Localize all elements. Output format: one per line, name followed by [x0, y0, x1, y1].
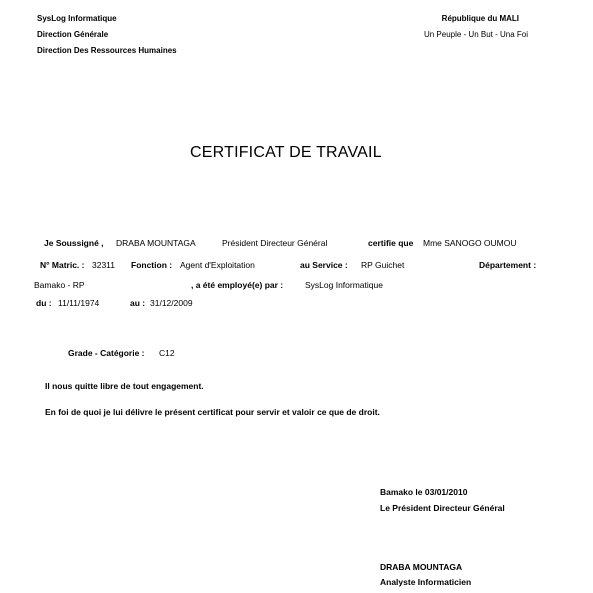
service-value: RP Guichet [361, 260, 405, 270]
certifies-label: certifie que [368, 238, 414, 248]
country-name: République du MALI [441, 14, 519, 23]
document-title: CERTIFICAT DE TRAVAIL [190, 144, 382, 161]
to-label: au : [130, 298, 146, 308]
to-value: 31/12/2009 [150, 298, 193, 308]
matric-value: 32311 [92, 260, 116, 270]
signatory-name: DRABA MOUNTAGA [380, 562, 463, 572]
from-label: du : [36, 298, 52, 308]
from-value: 11/11/1974 [58, 298, 100, 308]
free-statement: Il nous quitte libre de tout engagement. [45, 381, 204, 391]
department-label: Département : [479, 260, 537, 270]
signatory-title: Analyste Informaticien [380, 577, 472, 587]
undersigned-label: Je Soussigné , [44, 238, 104, 248]
employed-label: , a été employé(e) par : [191, 280, 284, 290]
company-direction: Direction Générale [37, 30, 109, 39]
employee-name: Mme SANOGO OUMOU [423, 238, 517, 248]
service-label: au Service : [300, 260, 348, 270]
department-value: Bamako - RP [34, 280, 85, 290]
place-date: Bamako le 03/01/2010 [380, 487, 468, 497]
undersigned-title: Président Directeur Général [222, 238, 328, 248]
grade-label: Grade - Catégorie : [68, 348, 145, 358]
function-value: Agent d'Exploitation [180, 260, 255, 270]
employer-value: SysLog Informatique [305, 280, 383, 290]
function-label: Fonction : [131, 260, 173, 270]
company-name: SysLog Informatique [37, 14, 117, 23]
signatory-role: Le Président Directeur Général [380, 503, 505, 513]
country-motto: Un Peuple - Un But - Una Foi [423, 30, 528, 39]
company-department: Direction Des Ressources Humaines [37, 46, 177, 55]
undersigned-name: DRABA MOUNTAGA [116, 238, 196, 248]
deliver-statement: En foi de quoi je lui délivre le présent certificat pour servir et valoir ce que de droit. [45, 407, 380, 417]
matric-label: N° Matric. : [40, 260, 85, 270]
grade-value: C12 [159, 348, 175, 358]
